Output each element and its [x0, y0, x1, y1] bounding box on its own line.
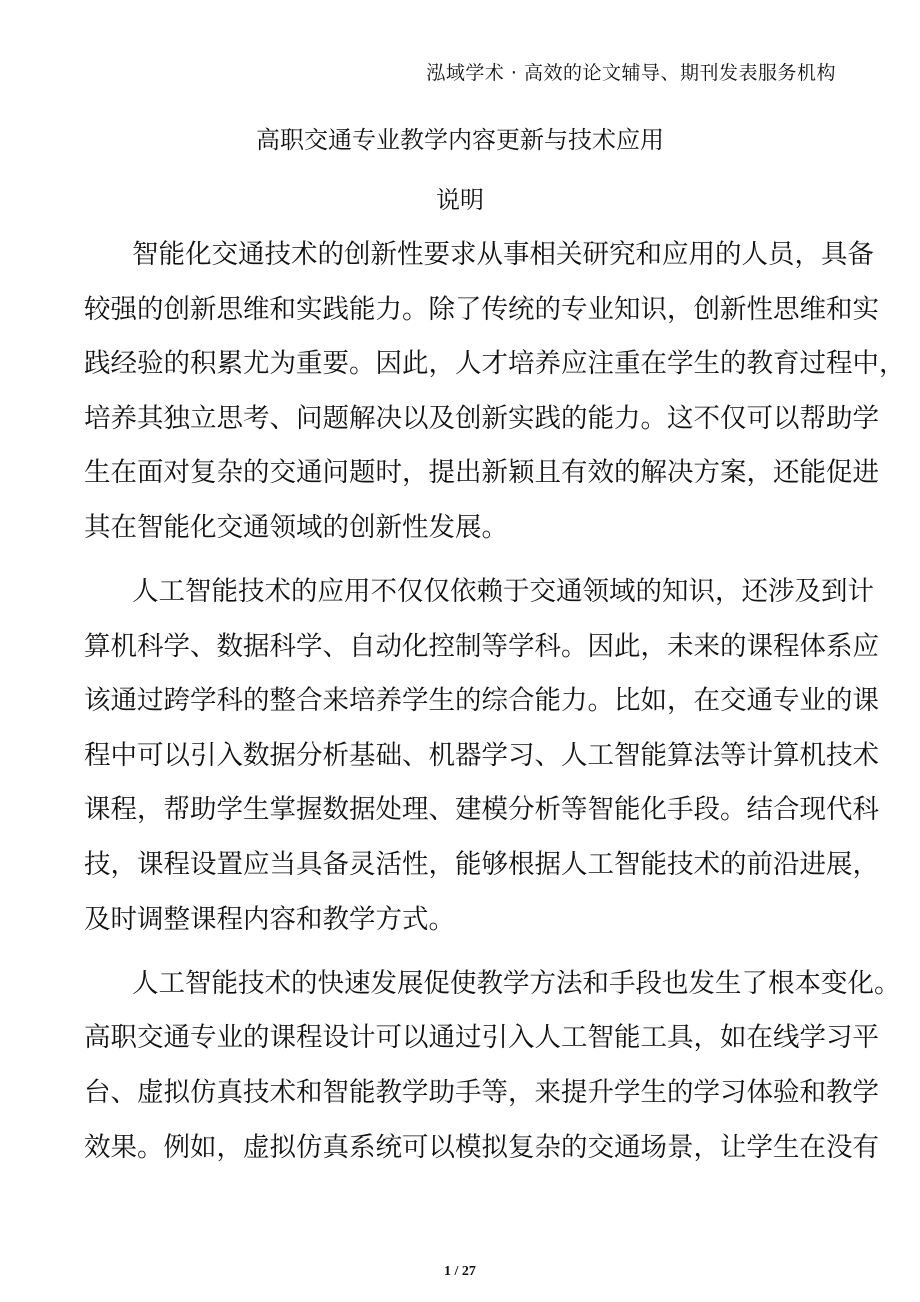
text-line: 及时调整课程内容和教学方式。: [84, 903, 455, 935]
document-body: [84, 228, 906, 1175]
paragraph-spacer: [84, 556, 844, 566]
text-line: 其在智能化交通领域的创新性发展。: [84, 511, 508, 543]
text-line: 培养其独立思考、问题解决以及创新实践的能力。这不仅可以帮助学: [84, 402, 879, 434]
paragraph-1: [84, 228, 906, 556]
text-line: 较强的创新思维和实践能力。除了传统的专业知识，创新性思维和实: [84, 293, 879, 325]
text-line: 高职交通专业的课程设计可以通过引入人工智能工具，如在线学习平: [84, 1022, 879, 1054]
text-line: 生在面对复杂的交通问题时，提出新颖且有效的解决方案，还能促进: [84, 457, 879, 489]
text-line: 践经验的积累尤为重要。因此，人才培养应注重在学生的教育过程中，: [84, 348, 906, 380]
document-title: 高职交通专业教学内容更新与技术应用: [256, 126, 664, 154]
paragraph-3: [84, 957, 901, 1175]
text-line: 课程，帮助学生掌握数据处理、建模分析等智能化手段。结合现代科: [84, 794, 879, 826]
page-header: 泓域学术 · 高效的论文辅导、期刊发表服务机构: [426, 62, 836, 84]
text-line: 程中可以引入数据分析基础、机器学习、人工智能算法等计算机技术: [84, 739, 879, 771]
paragraph-spacer: [84, 947, 844, 957]
text-line: 该通过跨学科的整合来培养学生的综合能力。比如，在交通专业的课: [84, 685, 879, 717]
text-line: 效果。例如，虚拟仿真系统可以模拟复杂的交通场景，让学生在没有: [84, 1131, 879, 1163]
text-line: 算机科学、数据科学、自动化控制等学科。因此，未来的课程体系应: [84, 630, 879, 662]
text-line: 台、虚拟仿真技术和智能教学助手等，来提升学生的学习体验和教学: [84, 1076, 879, 1108]
paragraph-2: [84, 565, 879, 947]
page-number: 1 / 27: [444, 1264, 476, 1279]
text-line: 人工智能技术的快速发展促使教学方法和手段也发生了根本变化。: [132, 967, 901, 999]
document-subtitle: 说明: [436, 186, 484, 214]
text-line: 人工智能技术的应用不仅仅依赖于交通领域的知识，还涉及到计: [132, 576, 874, 608]
text-line: 智能化交通技术的创新性要求从事相关研究和应用的人员，具备: [132, 239, 874, 270]
text-line: 技，课程设置应当具备灵活性，能够根据人工智能技术的前沿进展，: [84, 849, 879, 881]
